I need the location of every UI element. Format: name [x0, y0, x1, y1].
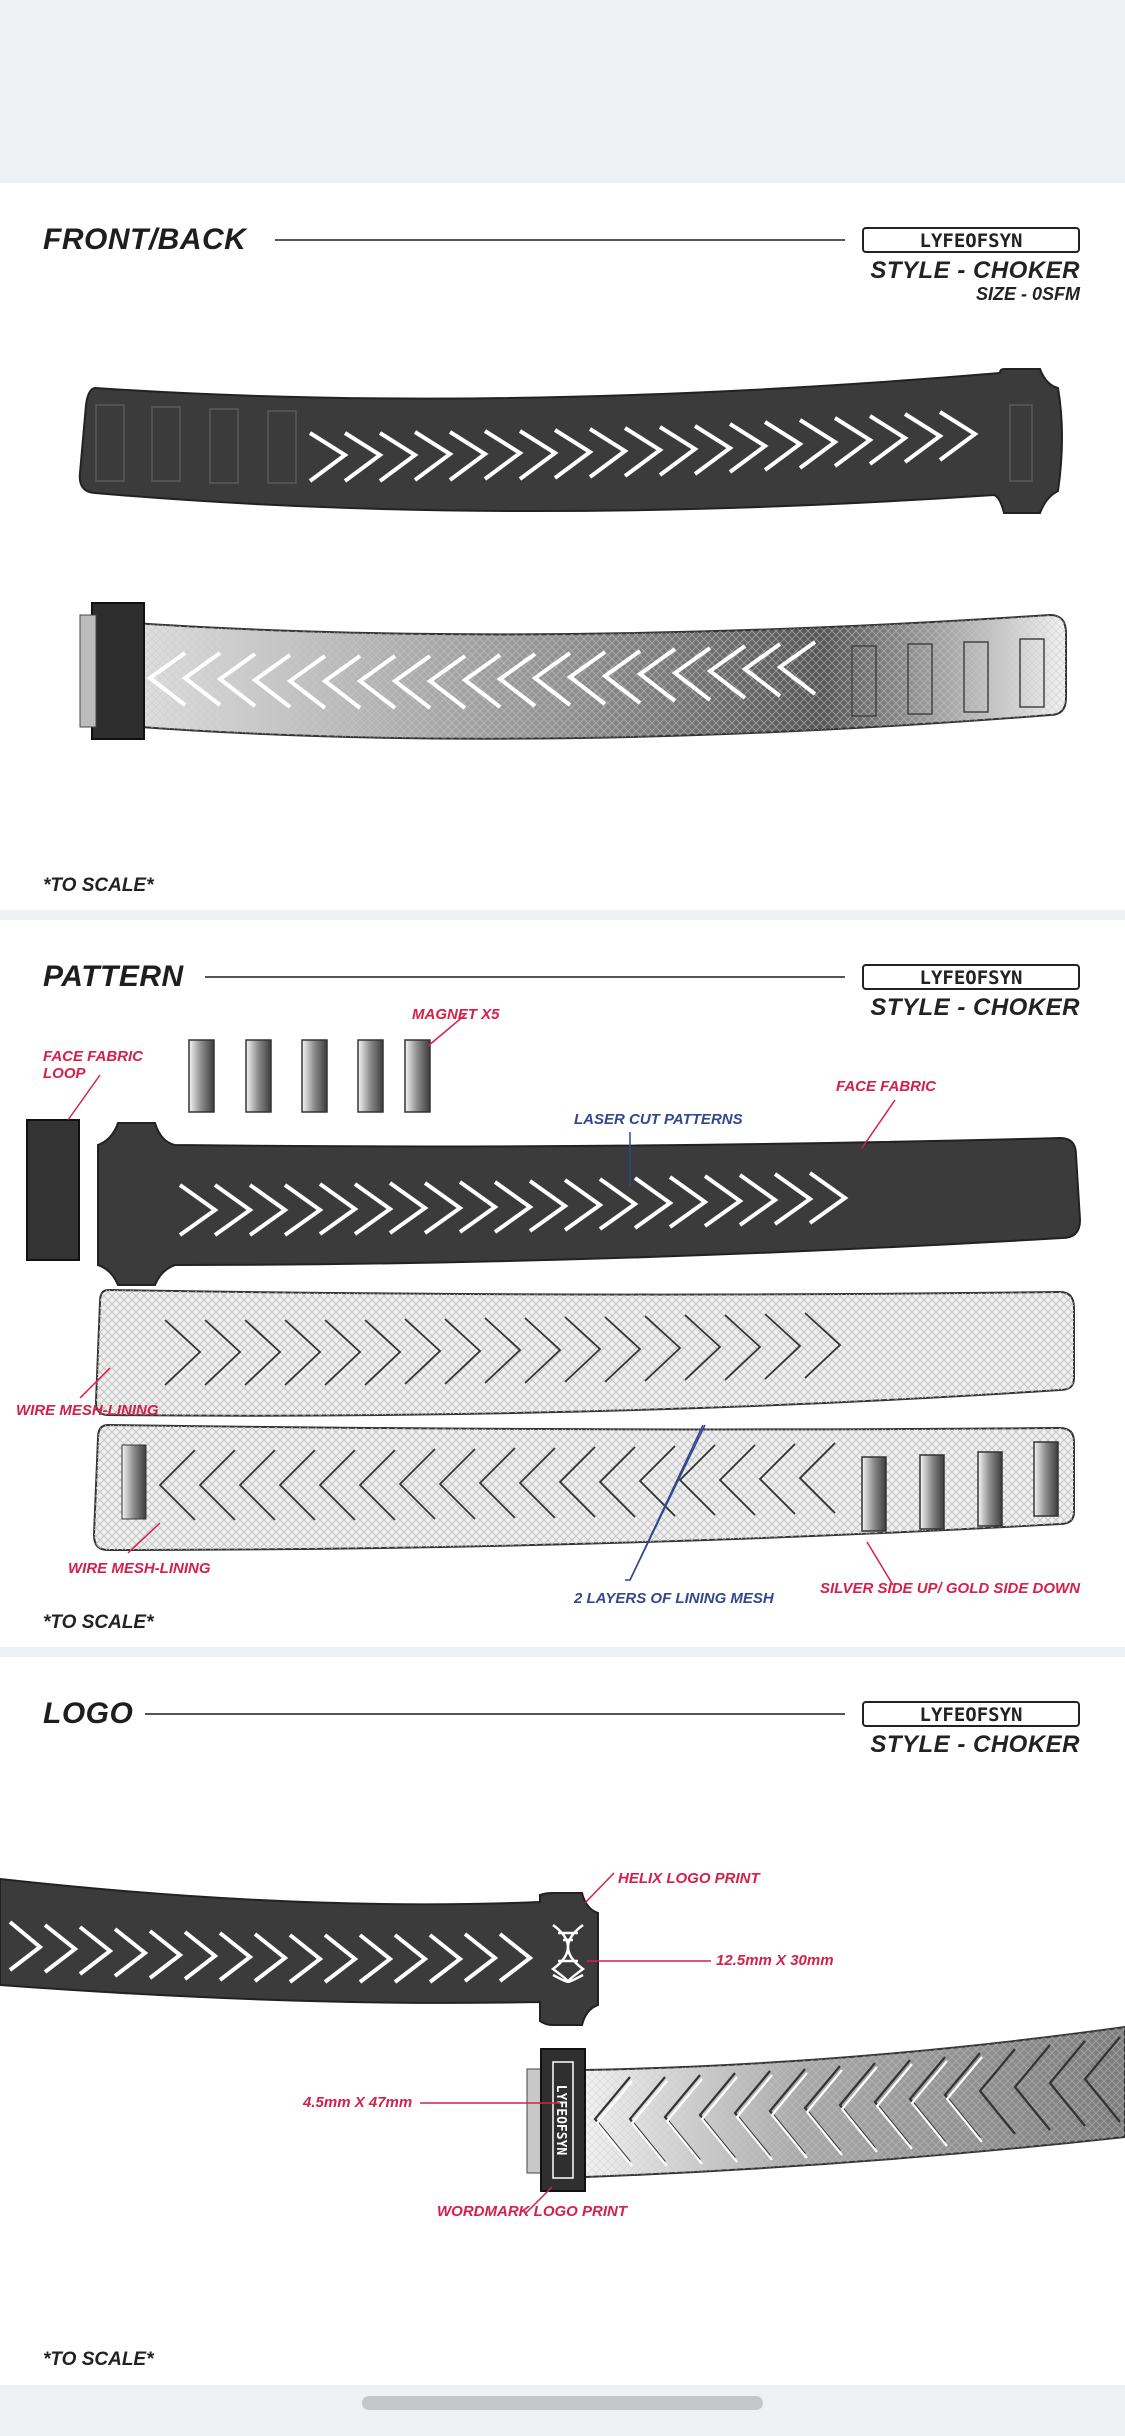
label-magnet: MAGNET X5 [412, 1006, 500, 1023]
label-silver-side: SILVER SIDE UP/ GOLD SIDE DOWN [820, 1580, 1081, 1597]
front-strap-closeup [0, 1879, 598, 2025]
label-two-layers: 2 LAYERS OF LINING MESH [574, 1590, 774, 1607]
label-wire-mesh-1: WIRE MESH-LINING [16, 1402, 159, 1419]
scale-note: *TO SCALE* [43, 1612, 154, 1633]
scale-note: *TO SCALE* [43, 875, 154, 896]
label-wordmark-dimensions: 4.5mm X 47mm [303, 2094, 413, 2111]
label-wordmark: WORDMARK LOGO PRINT [437, 2203, 627, 2220]
section-title: PATTERN [43, 960, 184, 993]
label-helix: HELIX LOGO PRINT [618, 1870, 760, 1887]
style-label: STYLE - CHOKER [870, 1731, 1080, 1758]
label-face-fabric-loop: FACE FABRIC LOOP [43, 1048, 144, 1082]
front-back-drawing [0, 183, 1125, 910]
logo-drawing [0, 1657, 1125, 2385]
style-label: STYLE - CHOKER [870, 994, 1080, 1021]
pattern-sheet [0, 920, 1125, 1647]
label-helix-dimensions: 12.5mm X 30mm [716, 1952, 834, 1969]
label-wire-mesh-2: WIRE MESH-LINING [68, 1560, 211, 1577]
svg-text:LYFEOFSYN: LYFEOFSYN [919, 230, 1023, 252]
svg-text:LYFEOFSYN: LYFEOFSYN [919, 1704, 1023, 1726]
magnet-set [189, 1040, 430, 1112]
face-fabric-strap [98, 1123, 1080, 1285]
style-label: STYLE - CHOKER [870, 257, 1080, 284]
pattern-drawing [0, 920, 1125, 1647]
svg-text:LYFEOFSYN: LYFEOFSYN [919, 967, 1023, 989]
label-face-fabric: FACE FABRIC [836, 1078, 937, 1095]
size-label: SIZE - 0SFM [975, 284, 1080, 304]
section-title: LOGO [43, 1697, 134, 1730]
logo-sheet [0, 1657, 1125, 2385]
home-indicator[interactable] [362, 2396, 763, 2410]
face-fabric-loop [27, 1120, 79, 1260]
label-laser-cut: LASER CUT PATTERNS [574, 1111, 743, 1128]
back-loop [92, 603, 144, 739]
front-back-sheet [0, 183, 1125, 910]
svg-text:LYFEOFSYN: LYFEOFSYN [553, 2084, 568, 2156]
scale-note: *TO SCALE* [43, 2349, 154, 2370]
section-title: FRONT/BACK [43, 223, 247, 256]
